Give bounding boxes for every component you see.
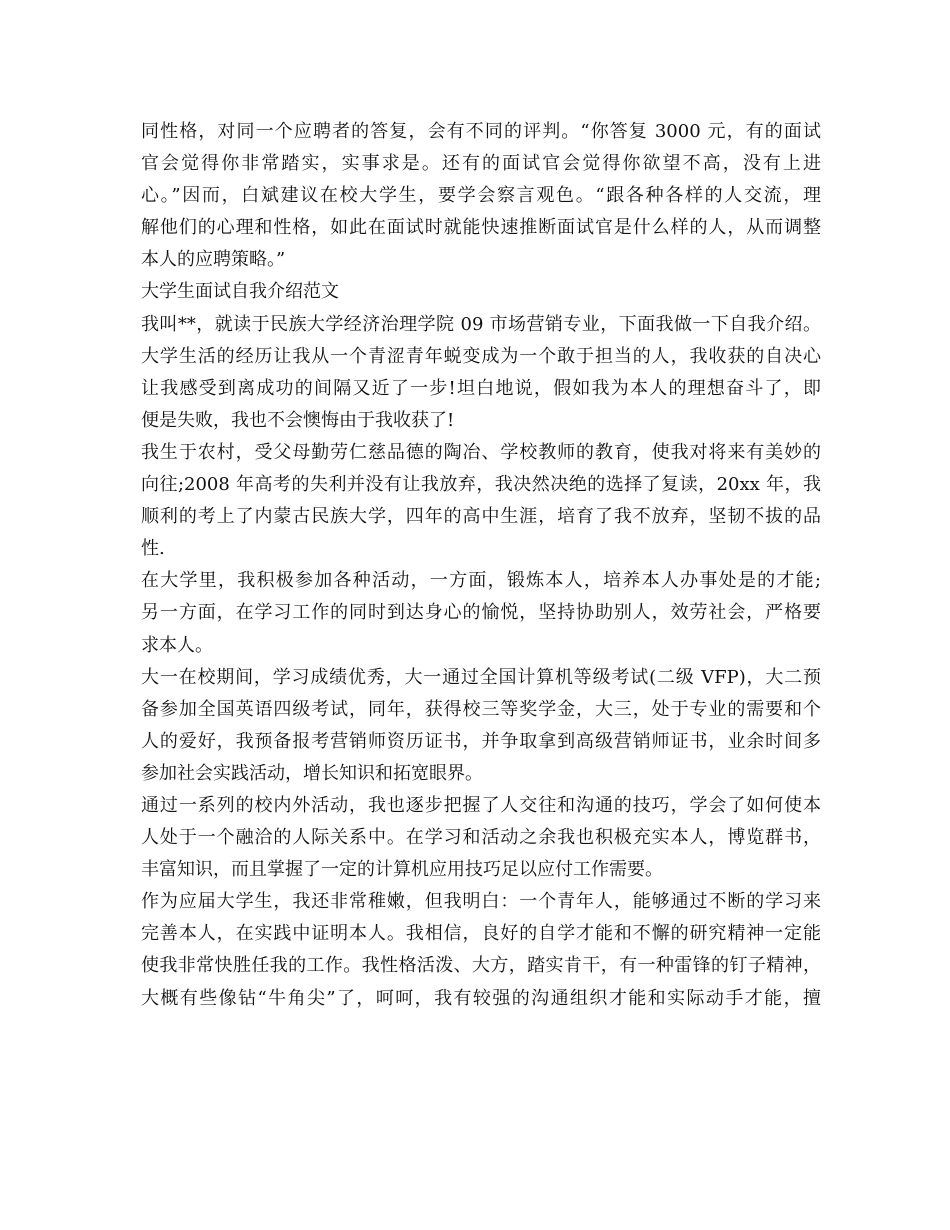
text-line: 同性格，对同一个应聘者的答复，会有不同的评判。“你答复 3000 元，有的面试 [141,121,821,142]
text-line: 使我非常快胜任我的工作。我性格活泼、大方，踏实肯干，有一种雷锋的钉子精神， [141,955,821,977]
text-line: 便是失败，我也不会懊悔由于我收获了! [141,409,455,431]
text-line: 大概有些像钻“牛角尖”了，呵呵，我有较强的沟通组织才能和实际动手才能，擅 [141,987,821,1009]
text-line: 大学生活的经历让我从一个青涩青年蜕变成为一个敢于担当的人，我收获的自决心 [141,345,821,367]
text-line: 解他们的心理和性格，如此在面试时就能快速推断面试官是什么样的人，从而调整 [141,217,821,239]
section-heading: 大学生面试自我介绍范文 [141,281,339,303]
text-line: 另一方面，在学习工作的同时到达身心的愉悦，坚持协助别人，效劳社会，严格要 [141,602,821,624]
text-line: 通过一系列的校内外活动，我也逐步把握了人交往和沟通的技巧，学会了如何使本 [141,794,821,816]
text-line: 我叫**，就读于民族大学经济治理学院 09 市场营销专业，下面我做一下自我介绍。 [141,313,821,335]
text-line: 作为应届大学生，我还非常稚嫩，但我明白：一个青年人，能够通过不断的学习来 [141,891,821,913]
text-line: 性. [141,538,165,560]
text-line: 参加社会实践活动，增长知识和拓宽眼界。 [141,762,483,784]
text-line: 求本人。 [141,634,213,656]
text-line: 顺利的考上了内蒙古民族大学，四年的高中生涯，培育了我不放弃，坚韧不拔的品 [141,506,821,528]
text-line: 人的爱好，我预备报考营销师资历证书，并争取拿到高级营销师证书，业余时间多 [141,730,821,752]
document-body [141,116,821,1015]
text-line: 我生于农村，受父母勤劳仁慈品德的陶冶、学校教师的教育，使我对将来有美妙的 [141,441,821,463]
text-line: 备参加全国英语四级考试，同年，获得校三等奖学金，大三，处于专业的需要和个 [141,698,821,720]
text-line: 向往;2008 年高考的失利并没有让我放弃，我决然决绝的选择了复读，20xx 年，我 [141,474,821,496]
text-line: 丰富知识，而且掌握了一定的计算机应用技巧足以应付工作需要。 [141,859,663,881]
text-line: 官会觉得你非常踏实，实事求是。还有的面试官会觉得你欲望不高，没有上进 [141,153,821,175]
text-line: 心。”因而，白斌建议在校大学生，要学会察言观色。“跟各种各样的人交流，理 [141,185,821,207]
text-line: 完善本人，在实践中证明本人。我相信，良好的自学才能和不懈的研究精神一定能 [141,923,821,945]
text-line: 人处于一个融洽的人际关系中。在学习和活动之余我也积极充实本人，博览群书， [141,827,821,849]
text-line: 大一在校期间，学习成绩优秀，大一通过全国计算机等级考试(二级 VFP)，大二预 [141,666,821,688]
text-line: 让我感受到离成功的间隔又近了一步!坦白地说，假如我为本人的理想奋斗了，即 [141,377,821,399]
text-line: 本人的应聘策略。” [141,249,286,271]
text-line: 在大学里，我积极参加各种活动，一方面，锻炼本人，培养本人办事处是的才能; [141,570,821,592]
